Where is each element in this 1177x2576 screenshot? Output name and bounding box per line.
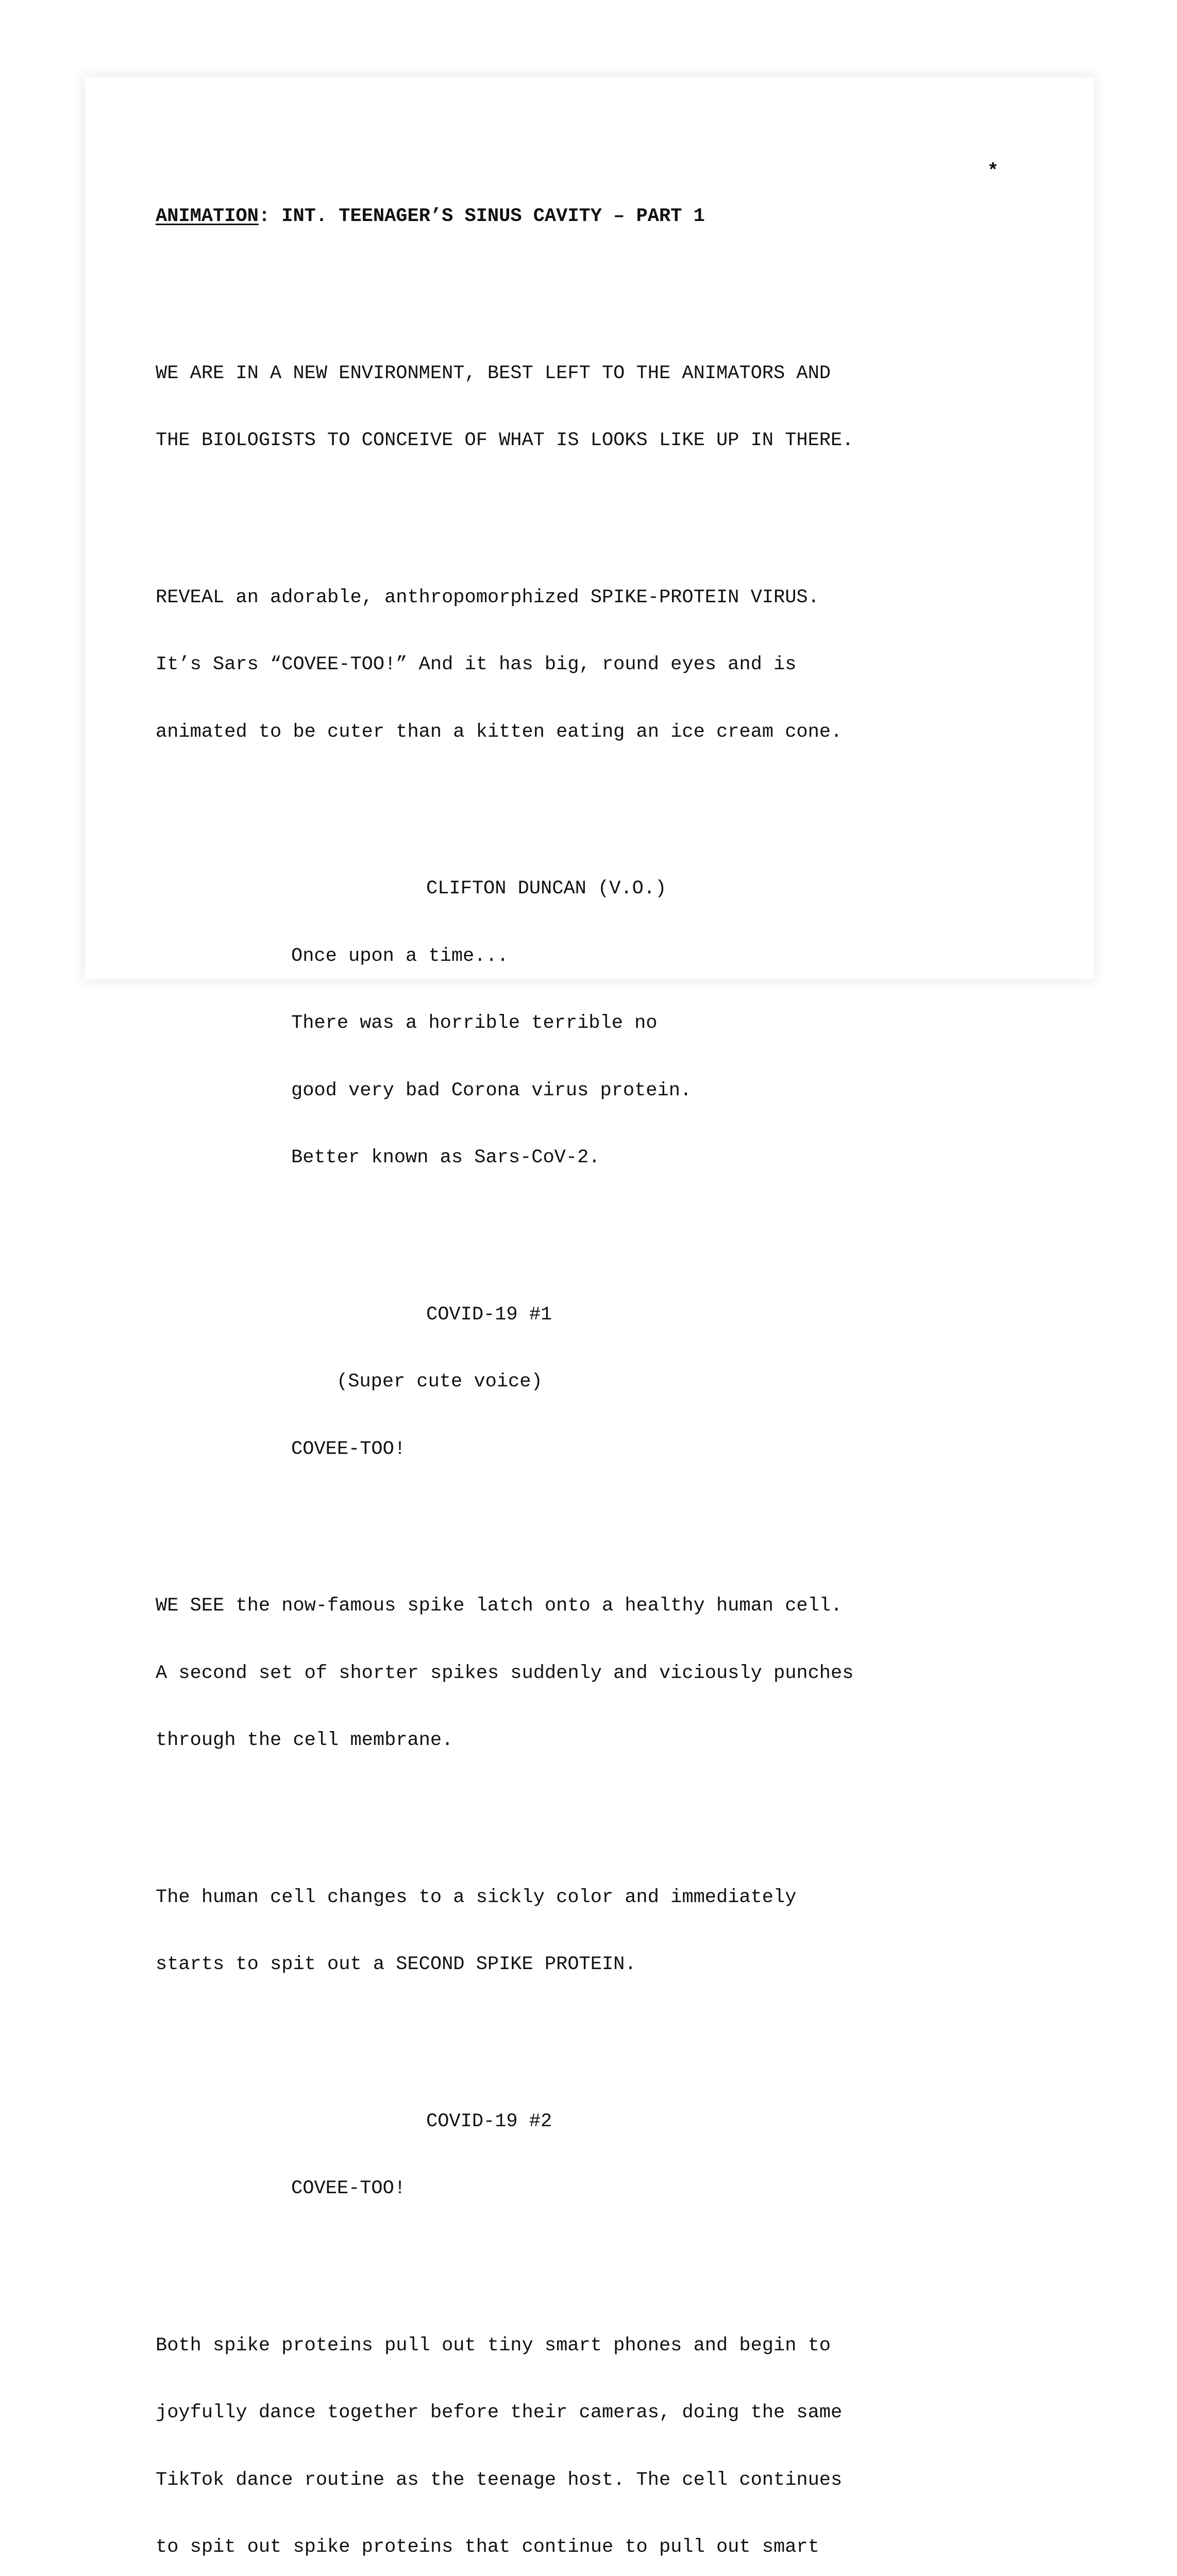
action-line: joyfully dance together before their cameras, doing the same	[156, 2402, 843, 2424]
character-name: COVID-19 #2	[426, 2110, 552, 2132]
scene-heading-slug: ANIMATION	[156, 206, 259, 227]
action-line: A second set of shorter spikes suddenly and viciously punches	[156, 1662, 854, 1684]
action-line: through the cell membrane.	[156, 1730, 453, 1751]
revision-mark: *	[987, 161, 999, 182]
action-line: THE BIOLOGISTS TO CONCEIVE OF WHAT IS LOOKS LIKE UP IN THERE.	[156, 430, 854, 451]
action-line: TikTok dance routine as the teenage host. The cell continues	[156, 2469, 843, 2491]
dialogue-line: There was a horrible terrible no	[291, 1012, 658, 1034]
script-page	[85, 77, 1094, 2558]
character-name: CLIFTON DUNCAN (V.O.)	[426, 878, 667, 900]
action-line: REVEAL an adorable, anthropomorphized SPIKE-PROTEIN VIRUS.	[156, 586, 819, 608]
scene-heading	[156, 206, 1042, 228]
action-line: to spit out spike proteins that continue to pull out smart	[156, 2536, 819, 2558]
action-line: WE SEE the now-famous spike latch onto a healthy human cell.	[156, 1595, 843, 1617]
script-body	[156, 161, 1042, 2576]
dialogue-line: Once upon a time...	[291, 945, 509, 967]
action-line: It’s Sars “COVEE-TOO!” And it has big, round eyes and is	[156, 654, 797, 675]
action-line: starts to spit out a SECOND SPIKE PROTEIN.	[156, 1954, 636, 1975]
character-name: COVID-19 #1	[426, 1303, 552, 1326]
dialogue-line: COVEE-TOO!	[291, 2178, 406, 2199]
action-line: animated to be cuter than a kitten eating an ice cream cone.	[156, 721, 843, 743]
action-line: Both spike proteins pull out tiny smart phones and begin to	[156, 2334, 831, 2357]
action-line: The human cell changes to a sickly color and immediately	[156, 1886, 797, 1908]
parenthetical: (Super cute voice)	[337, 1371, 543, 1393]
dialogue-line: COVEE-TOO!	[291, 1438, 406, 1460]
scene-heading-location: : INT. TEENAGER’S SINUS CAVITY – PART 1	[258, 206, 705, 227]
dialogue-line: Better known as Sars-CoV-2.	[291, 1147, 600, 1168]
dialogue-line: good very bad Corona virus protein.	[291, 1079, 692, 1101]
action-line: WE ARE IN A NEW ENVIRONMENT, BEST LEFT TO THE ANIMATORS AND	[156, 362, 831, 384]
